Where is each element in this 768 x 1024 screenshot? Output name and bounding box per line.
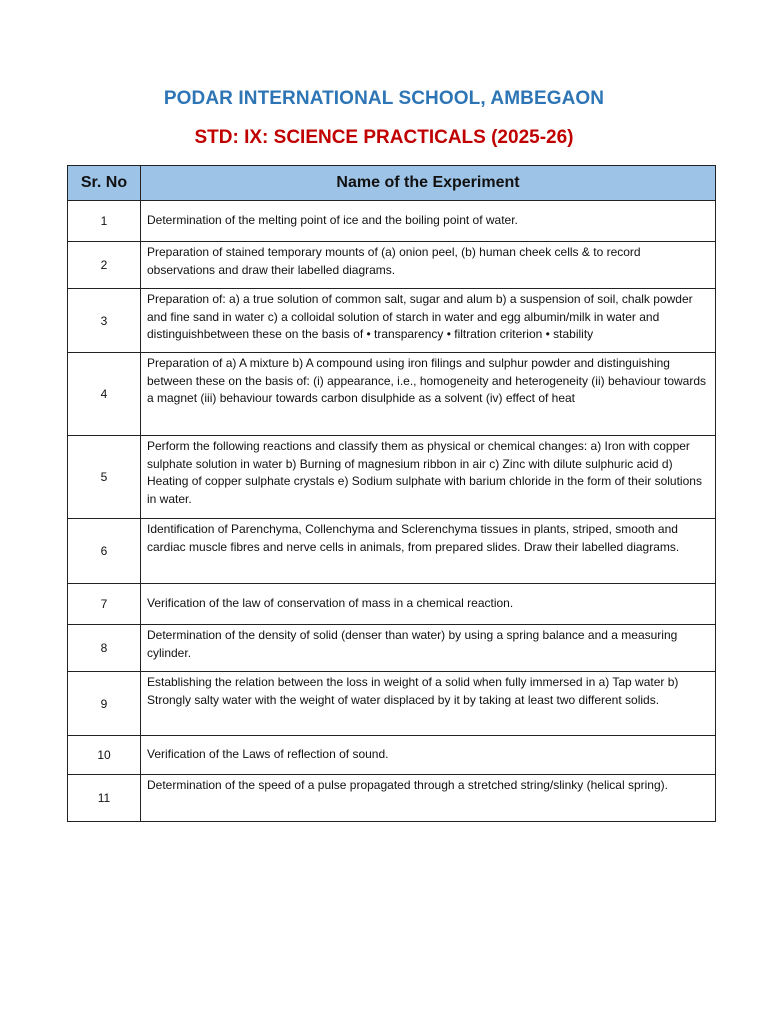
- table-row: [68, 775, 716, 822]
- experiment-name: Determination of the melting point of ice and the boiling point of water.: [141, 201, 716, 242]
- row-number: 4: [68, 353, 141, 436]
- table-row: [68, 584, 716, 625]
- experiment-name: Identification of Parenchyma, Collenchyma and Sclerenchyma tissues in plants, striped, smooth and cardiac muscle fibres and nerve cells in animals, from prepared slides. Draw their labelled diagrams.: [141, 519, 716, 584]
- table-row: [68, 519, 716, 584]
- column-header-sr-no: Sr. No: [68, 166, 141, 201]
- experiment-name: Preparation of a) A mixture b) A compound using iron filings and sulphur powder and distinguishing between these on the basis of: (i) appearance, i.e., homogeneity and heterogeneity (ii) behaviour towards a magnet (iii) behaviour towards carbon disulphide as a solvent (iv) effect of heat: [141, 353, 716, 436]
- table-row: [68, 242, 716, 289]
- experiment-name: Determination of the density of solid (denser than water) by using a spring balance and a measuring cylinder.: [141, 625, 716, 672]
- document-title: STD: IX: SCIENCE PRACTICALS (2025-26): [194, 127, 574, 148]
- row-number: 9: [68, 672, 141, 736]
- row-number: 11: [68, 775, 141, 822]
- table-header-row: [68, 166, 716, 201]
- table-row: [68, 672, 716, 736]
- experiment-name: Preparation of stained temporary mounts of (a) onion peel, (b) human cheek cells & to record observations and draw their labelled diagrams.: [141, 242, 716, 289]
- experiment-name: Determination of the speed of a pulse propagated through a stretched string/slinky (helical spring).: [141, 775, 716, 822]
- experiment-name: Verification of the Laws of reflection of sound.: [141, 736, 716, 775]
- table-row: [68, 201, 716, 242]
- table-row: [68, 736, 716, 775]
- row-number: 6: [68, 519, 141, 584]
- experiment-name: Preparation of: a) a true solution of common salt, sugar and alum b) a suspension of soil, chalk powder and fine sand in water c) a colloidal solution of starch in water and egg albumin/milk in water and distinguishbetween these on the basis of • transparency • filtration criterion • stability: [141, 289, 716, 353]
- column-header-experiment-name: Name of the Experiment: [141, 166, 716, 201]
- row-number: 7: [68, 584, 141, 625]
- row-number: 5: [68, 436, 141, 519]
- table-row: [68, 289, 716, 353]
- row-number: 10: [68, 736, 141, 775]
- experiments-table: [67, 165, 716, 822]
- row-number: 2: [68, 242, 141, 289]
- table-row: [68, 353, 716, 436]
- school-name: PODAR INTERNATIONAL SCHOOL, AMBEGAON: [163, 88, 605, 109]
- row-number: 8: [68, 625, 141, 672]
- experiment-name: Establishing the relation between the loss in weight of a solid when fully immersed in a) Tap water b) Strongly salty water with the weight of water displaced by it by taking at least two different solids.: [141, 672, 716, 736]
- experiment-name: Perform the following reactions and classify them as physical or chemical changes: a) Iron with copper sulphate solution in water b) Burning of magnesium ribbon in air c) Zinc with dilute sulphuric acid d) Heating of copper sulphate crystals e) Sodium sulphate with barium chloride in the form of their solutions in water.: [141, 436, 716, 519]
- table-row: [68, 436, 716, 519]
- table-row: [68, 625, 716, 672]
- experiment-name: Verification of the law of conservation of mass in a chemical reaction.: [141, 584, 716, 625]
- row-number: 3: [68, 289, 141, 353]
- row-number: 1: [68, 201, 141, 242]
